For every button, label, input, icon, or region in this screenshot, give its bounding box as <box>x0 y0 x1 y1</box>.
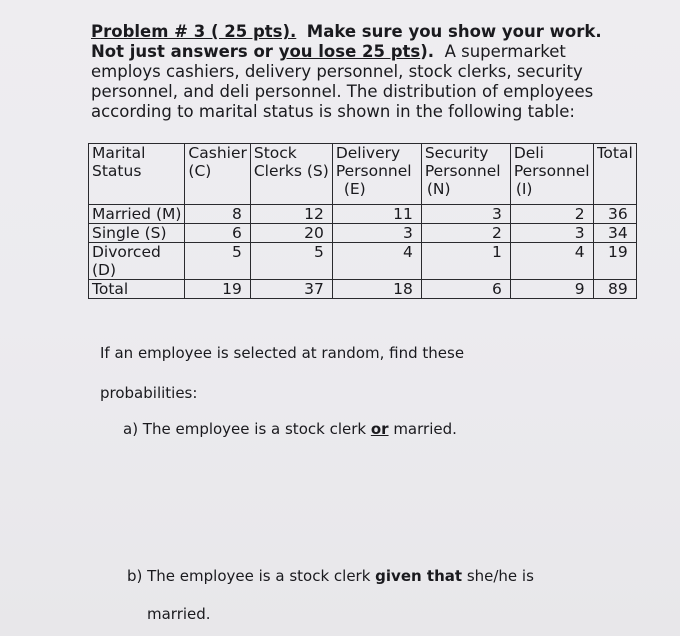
row-label: Divorced (D) <box>89 243 185 280</box>
table-cell: 2 <box>421 224 510 243</box>
table-cell: 6 <box>185 224 250 243</box>
table-cell: 3 <box>510 224 593 243</box>
marital-status-table <box>88 143 637 299</box>
instruction-line-2-pre: Not just answers or <box>91 42 279 61</box>
table-cell: 11 <box>332 205 421 224</box>
table-cell: 5 <box>250 243 332 280</box>
table-cell: 3 <box>332 224 421 243</box>
row-label: Single (S) <box>89 224 185 243</box>
instruction-line-2-post: ). <box>420 42 435 61</box>
question-a: a) The employee is a stock clerk or married. <box>123 420 457 438</box>
table-cell: 4 <box>332 243 421 280</box>
table-cell: 19 <box>185 280 250 299</box>
problem-title: Problem # 3 ( 25 pts). <box>91 22 297 41</box>
table-cell: 3 <box>421 205 510 224</box>
header-cell: Marital Status <box>89 144 185 205</box>
problem-statement <box>91 22 631 122</box>
question-b: b) The employee is a stock clerk given that she/he is <box>127 567 534 585</box>
table-cell: 19 <box>593 243 636 280</box>
table-cell: 8 <box>185 205 250 224</box>
instruction-line-1: Make sure you show your work. <box>306 22 602 41</box>
table-cell: 20 <box>250 224 332 243</box>
table-row <box>89 205 637 224</box>
row-label: Married (M) <box>89 205 185 224</box>
question-prompt-line-1: If an employee is selected at random, find these <box>100 344 465 362</box>
table-row <box>89 224 637 243</box>
header-cell: Deli Personnel (I) <box>510 144 593 205</box>
table-cell: 4 <box>510 243 593 280</box>
table-cell: 37 <box>250 280 332 299</box>
table-cell: 18 <box>332 280 421 299</box>
question-b-line-2: married. <box>147 605 211 623</box>
header-cell: Cashier (C) <box>185 144 250 205</box>
header-cell: Total <box>593 144 636 205</box>
table-row <box>89 280 637 299</box>
table-row <box>89 243 637 280</box>
intro-line-2: employs cashiers, delivery personnel, stock clerks, security <box>91 62 583 81</box>
instruction-line-2-underlined: you lose 25 pts <box>278 42 421 61</box>
table-cell: 36 <box>593 205 636 224</box>
table-cell: 89 <box>593 280 636 299</box>
header-cell: Security Personnel (N) <box>421 144 510 205</box>
table-cell: 34 <box>593 224 636 243</box>
table-cell: 9 <box>510 280 593 299</box>
intro-line-1: A supermarket <box>444 42 566 61</box>
table-cell: 2 <box>510 205 593 224</box>
question-prompt-line-2: probabilities: <box>100 384 198 402</box>
row-label: Total <box>89 280 185 299</box>
header-cell: Stock Clerks (S) <box>250 144 332 205</box>
header-cell: Delivery Personnel (E) <box>332 144 421 205</box>
table-cell: 5 <box>185 243 250 280</box>
table-cell: 6 <box>421 280 510 299</box>
intro-line-4: according to marital status is shown in the following table: <box>91 102 575 121</box>
table-header-row <box>89 144 637 205</box>
question-a-or: or <box>370 420 389 438</box>
table-cell: 1 <box>421 243 510 280</box>
table-cell: 12 <box>250 205 332 224</box>
question-b-given-that: given that <box>375 567 463 585</box>
intro-line-3: personnel, and deli personnel. The distribution of employees <box>91 82 594 101</box>
